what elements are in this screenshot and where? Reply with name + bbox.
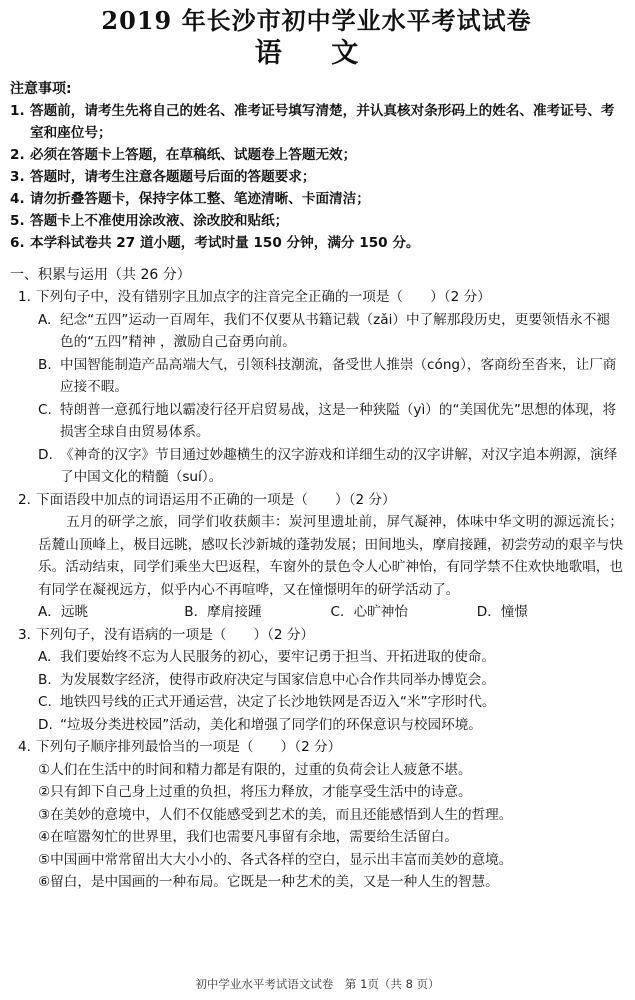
choice-d: D．憧憬 [476, 604, 528, 620]
notice-item-number: 1. [10, 103, 25, 119]
exam-title: 2019 年长沙市初中学业水平考试试卷 [101, 6, 532, 35]
question-number: 4. [18, 739, 31, 755]
option-label: D. [38, 716, 53, 733]
option-d [10, 444, 623, 489]
question-stem [10, 736, 623, 759]
sentence-item: ④在喧嚣匆忙的世界里，我们也需要凡事留有余地，需要给生活留白。 [38, 829, 458, 845]
question-stem [10, 624, 623, 647]
notice-item-number: 6. [10, 235, 25, 251]
notice-item [10, 144, 623, 166]
question-number: 3. [18, 626, 31, 643]
question-2 [10, 489, 623, 624]
notice-item-number: 3. [10, 169, 25, 185]
notice-item-text: 答题卡上不准使用涂改液、涂改胶和贴纸； [30, 213, 289, 229]
notice-item [10, 210, 623, 232]
option-label: B. [38, 356, 52, 373]
question-3 [10, 624, 623, 737]
notice-item-number: 5. [10, 213, 25, 229]
option-label: C. [38, 401, 52, 418]
page-footer: 初中学业水平考试语文试卷 第 1页（共 8 页） [195, 977, 440, 991]
sentence-item: ⑤中国画中常常留出大大小小的、各式各样的空白，显示出丰富而美妙的意境。 [38, 851, 513, 868]
option-a [10, 646, 623, 669]
choice-c: C．心旷神怡 [330, 604, 408, 620]
option-c [10, 399, 623, 444]
question-text: 下列句子顺序排列最恰当的一项是（ ）（2 分） [36, 739, 342, 755]
notice-item-number: 2. [10, 147, 25, 163]
notice-item-number: 4. [10, 191, 25, 207]
notice-item-text: 答题前，请考生先将自己的姓名、准考证号填写清楚，并认真核对条形码上的姓名、准考证号、考室和座位号； [30, 103, 615, 141]
question-number: 2. [18, 491, 31, 508]
option-text: 为发展数字经济，使得市政府决定与国家信息中心合作共同举办博览会。 [60, 671, 495, 688]
sentence-item: ③在美妙的意境中，人们不仅能感受到艺术的美，而且还能感悟到人生的哲理。 [38, 806, 513, 823]
question-stem [10, 489, 623, 512]
notice-item-text: 本学科试卷共 27 道小题，考试时量 150 分钟，满分 150 分。 [30, 235, 420, 251]
question-text: 下列句子，没有语病的一项是（ ）（2 分） [36, 626, 315, 643]
choice-row [10, 601, 623, 624]
notice-item-text: 请勿折叠答题卡，保持字体工整、笔迹清晰、卡面清洁； [30, 191, 370, 207]
notice-item [10, 166, 623, 188]
option-label: D. [38, 446, 53, 463]
option-text: 特朗普一意孤行地以霸凌行径开启贸易战，这是一种狭隘（yì）的“美国优先”思想的体现，将损害全球自由贸易体系。 [60, 401, 617, 440]
notice-item-text: 答题时，请考生注意各题题号后面的答题要求； [30, 169, 316, 185]
option-text: 我们要始终不忘为人民服务的初心，要牢记勇于担当、开拓进取的使命。 [60, 649, 495, 665]
choice-b: B．摩肩接踵 [184, 604, 262, 620]
notice-item [10, 232, 623, 254]
notice-heading: 注意事项: [10, 81, 72, 97]
sentence-item: ②只有卸下自己身上过重的负担，将压力释放，才能享受生活中的诗意。 [38, 784, 472, 800]
question-text: 下列句子中，没有错别字且加点字的注音完全正确的一项是（ ）（2 分） [36, 289, 491, 305]
question-4 [10, 736, 623, 894]
subject-title: 语 文 [254, 38, 379, 69]
question-number: 1. [18, 289, 31, 305]
option-b [10, 354, 623, 399]
section-heading: 一、积累与运用（共 26 分） [10, 267, 191, 283]
option-text: 地铁四号线的正式开通运营，决定了长沙地铁网是否迈入“米”字形时代。 [60, 694, 496, 710]
notice-list [10, 100, 623, 254]
option-label: B. [38, 671, 52, 688]
choice-a: A．远眺 [38, 604, 89, 620]
question-stem [10, 286, 623, 309]
option-text: “垃圾分类进校园”活动，美化和增强了同学们的环保意识与校园环境。 [60, 716, 482, 733]
option-label: A. [38, 311, 52, 328]
option-label: A. [38, 649, 52, 665]
sentence-item: ⑥留白，是中国画的一种布局。它既是一种艺术的美，又是一种人生的智慧。 [38, 874, 499, 890]
option-d [10, 714, 623, 737]
question-1 [10, 286, 623, 489]
option-label: C. [38, 694, 52, 710]
option-a [10, 309, 623, 354]
notice-item [10, 188, 623, 210]
question-passage: 五月的研学之旅，同学们收获颇丰：炭河里遗址前，屏气凝神，体味中华文明的源远流长；岳麓山顶峰上，极目远眺，感叹长沙新城的蓬勃发展；田间地头，摩肩接踵，初尝劳动的艰辛与快乐。活动结束，同学们乘坐大巴返程，车窗外的景色令人心旷神怡，有同学禁不住欢快地歌唱，也有同学在凝视远方，似乎内心不再喧哗，又在憧憬明年的研学活动了。 [38, 514, 623, 598]
sentence-item: ①人们在生活中的时间和精力都是有限的，过重的负荷会让人疲惫不堪。 [38, 761, 472, 778]
option-text: 中国智能制造产品高端大气，引领科技潮流，备受世人推崇（cóng），客商纷至沓来，让厂商应接不暇。 [60, 356, 617, 395]
question-text: 下面语段中加点的词语运用不正确的一项是（ ）（2 分） [36, 491, 396, 508]
option-text: 《神奇的汉字》节目通过妙趣横生的汉字游戏和详细生动的汉字讲解，对汉字追本朔源，演绎了中国文化的精髓（suí）。 [60, 446, 618, 485]
notice-item-text: 必须在答题卡上答题，在草稿纸、试题卷上答题无效； [30, 147, 357, 163]
option-text: 纪念“五四”运动一百周年，我们不仅要从书籍记载（zǎi）中了解那段历史，更要领悟永不褪色的“五四”精神 ，激励自己奋勇向前。 [60, 311, 610, 350]
option-c [10, 691, 623, 714]
option-b [10, 669, 623, 692]
notice-item [10, 100, 623, 144]
